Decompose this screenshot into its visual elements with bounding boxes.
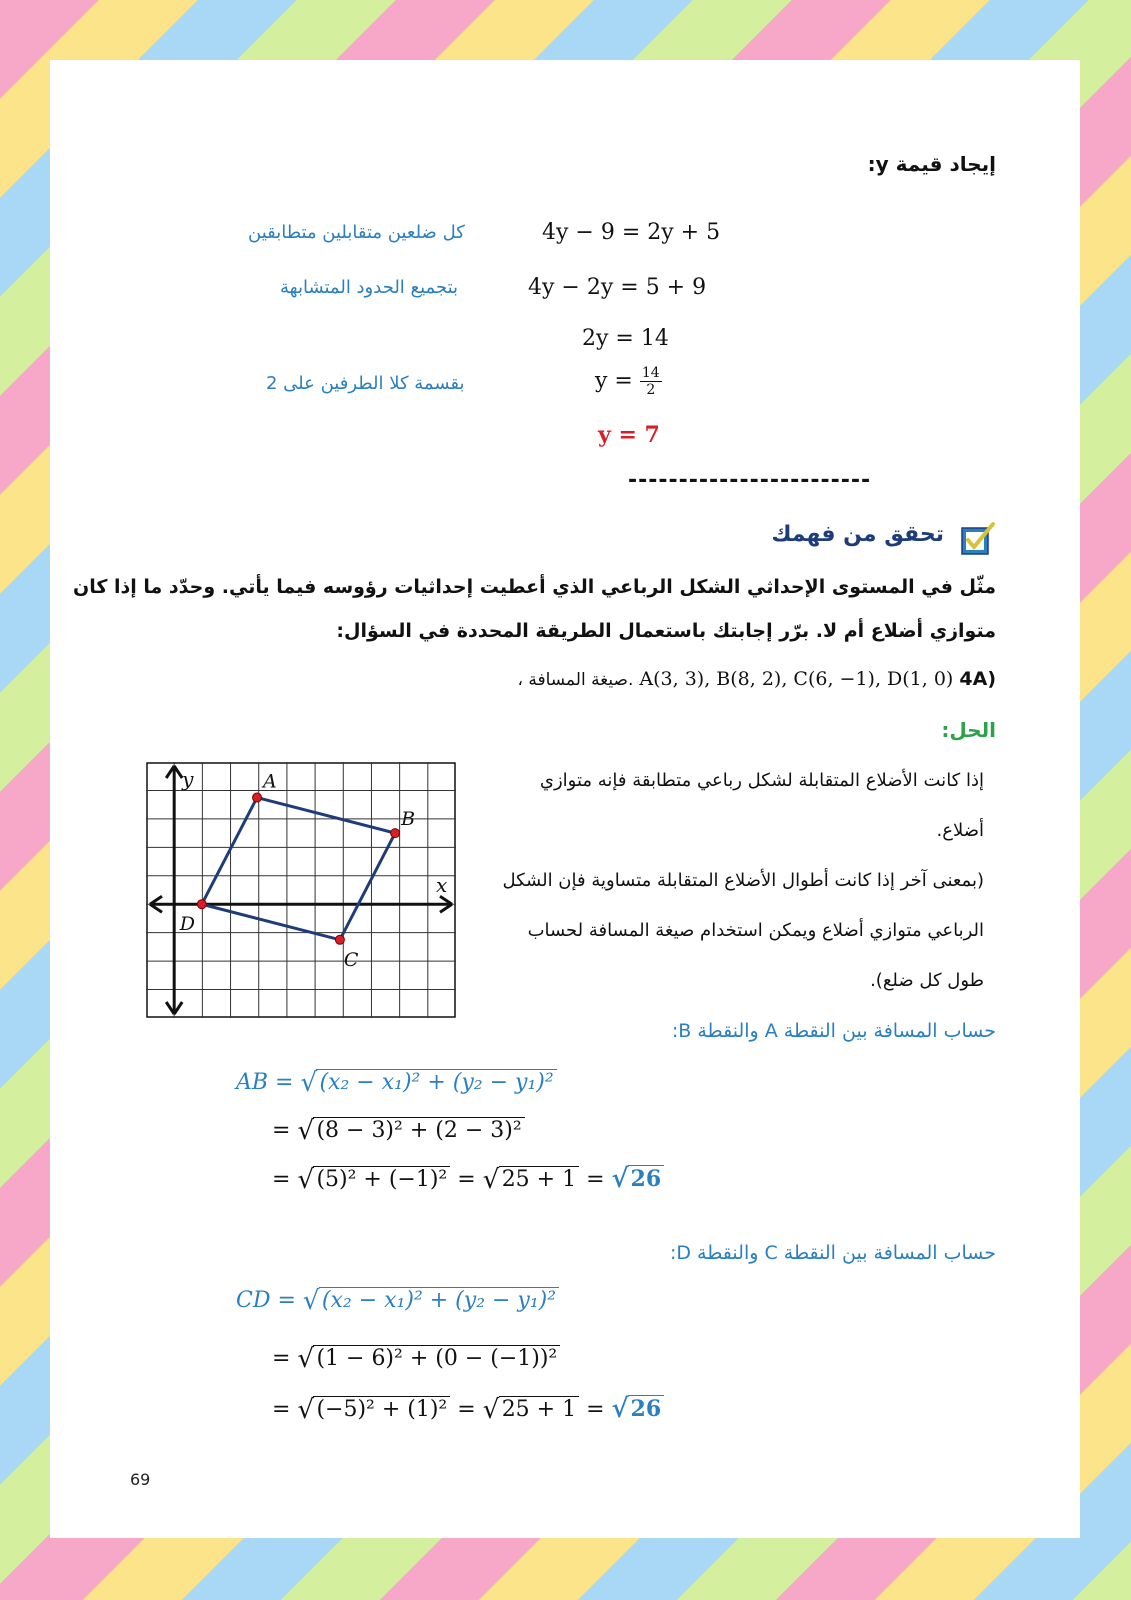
ab-simp-line: = √ (5)² + (−1)² = √ 25 + 1 = √ 26: [272, 1166, 664, 1192]
check-line-1: مثّل في المستوى الإحداثي الشكل الرباعي الذي أعطيت إحداثيات رؤوسه فيما يأتي. وحدّد ما إذا كان: [73, 576, 996, 598]
x-axis-label: x: [436, 873, 448, 898]
cd-formula-line: [236, 1286, 559, 1316]
check-icon: [960, 520, 996, 556]
para2-line2: الرباعي متوازي أضلاع ويمكن استخدام صيغة المسافة لحساب: [527, 920, 984, 941]
vertex-c: [335, 935, 344, 944]
cd-sqrt-simp: √ (−5)² + (1)²: [297, 1397, 450, 1422]
cd-sqrt-formula: √ (x₂ − x₁)² + (y₂ − y₁)²: [303, 1288, 559, 1313]
vertex-b: [391, 829, 400, 838]
page-paper: [50, 60, 1080, 1538]
problem-method: ، صيغة المسافة.: [517, 670, 634, 690]
step-4-eq: [595, 365, 662, 398]
step-2-note: بتجميع الحدود المتشابهة: [280, 277, 459, 298]
cd-sqrt-sub: √ (1 − 6)² + (0 − (−1))²: [297, 1346, 560, 1371]
step-1-eq: 4y − 9 = 2y + 5: [542, 220, 721, 245]
para2-line1: (بمعنى آخر إذا كانت أطوال الأضلاع المتقابلة متساوية فإن الشكل: [502, 870, 984, 891]
step-4-denominator: 2: [646, 382, 656, 398]
ab-simp: (5)² + (−1)²: [313, 1166, 450, 1192]
step-3-eq: 2y = 14: [582, 326, 669, 351]
graph-frame: [147, 763, 455, 1017]
vertex-label-d: D: [179, 913, 196, 936]
cd-sum: 25 + 1: [499, 1396, 579, 1422]
page-number: 69: [130, 1470, 151, 1489]
cd-simp: (−5)² + (1)²: [313, 1396, 450, 1422]
ab-sub: (8 − 3)² + (2 − 3)²: [313, 1117, 524, 1143]
step-4-lhs: y =: [595, 368, 633, 394]
step-4-fraction: [640, 365, 662, 398]
problem-4a: [517, 668, 996, 690]
ab-sqrt-sum: √ 25 + 1: [483, 1167, 579, 1192]
coordinate-graph: [146, 762, 456, 1018]
cd-sqrt-result: √ 26: [612, 1396, 665, 1422]
para2-line3: طول كل ضلع).: [870, 970, 984, 991]
step-2-eq: 4y − 2y = 5 + 9: [528, 275, 707, 300]
ab-formula: (x₂ − x₁)² + (y₂ − y₁)²: [316, 1069, 556, 1095]
ab-sqrt-sub: √ (8 − 3)² + (2 − 3)²: [297, 1118, 524, 1143]
y-axis-label: y: [182, 767, 194, 791]
step-1-note: كل ضلعين متقابلين متطابقين: [248, 222, 465, 243]
ab-result: 26: [628, 1165, 665, 1192]
ab-lhs: AB =: [236, 1070, 294, 1095]
problem-points: A(3, 3), B(8, 2), C(6, −1), D(1, 0): [639, 668, 954, 690]
vertex-label-c: C: [343, 948, 359, 971]
vertex-a: [253, 793, 262, 802]
para1-line1: إذا كانت الأضلاع المتقابلة لشكل رباعي متطابقة فإنه متوازي: [539, 770, 984, 791]
ab-sqrt-formula: √ (x₂ − x₁)² + (y₂ − y₁)²: [300, 1070, 556, 1095]
check-title: تحقق من فهمك: [771, 522, 944, 547]
step-5-result: y = 7: [598, 422, 660, 448]
solution-label: الحل:: [941, 718, 996, 742]
step-4-numerator: 14: [641, 365, 660, 381]
vertex-label-a: A: [263, 770, 277, 793]
problem-label: 4A): [959, 668, 996, 690]
ab-heading: حساب المسافة بين النقطة A والنقطة B:: [671, 1020, 996, 1042]
cd-sub-line: = √ (1 − 6)² + (0 − (−1))²: [272, 1346, 560, 1371]
ab-sqrt-simp: √ (5)² + (−1)²: [297, 1167, 450, 1192]
step-4-note: بقسمة كلا الطرفين على 2: [266, 373, 465, 394]
cd-sub: (1 − 6)² + (0 − (−1))²: [313, 1345, 560, 1371]
ab-sum: 25 + 1: [499, 1166, 579, 1192]
ab-sub-line: = √ (8 − 3)² + (2 − 3)²: [272, 1118, 525, 1143]
check-line-2: متوازي أضلاع أم لا. برّر إجابتك باستعمال الطريقة المحددة في السؤال:: [336, 620, 996, 642]
ab-sqrt-result: √ 26: [612, 1166, 665, 1192]
cd-formula: (x₂ − x₁)² + (y₂ − y₁)²: [319, 1287, 559, 1313]
para1-line2: أضلاع.: [936, 820, 984, 841]
cd-result: 26: [628, 1395, 665, 1422]
cd-simp-line: = √ (−5)² + (1)² = √ 25 + 1 = √ 26: [272, 1396, 664, 1422]
vertex-label-b: B: [401, 808, 416, 831]
ab-formula-line: [236, 1068, 557, 1098]
dashed-divider: ------------------------: [628, 468, 872, 493]
vertex-d: [197, 900, 206, 909]
cd-heading: حساب المسافة بين النقطة C والنقطة D:: [669, 1242, 996, 1264]
cd-lhs: CD =: [236, 1288, 296, 1313]
cd-sqrt-sum: √ 25 + 1: [483, 1397, 579, 1422]
find-y-heading: إيجاد قيمة y:: [867, 152, 996, 176]
